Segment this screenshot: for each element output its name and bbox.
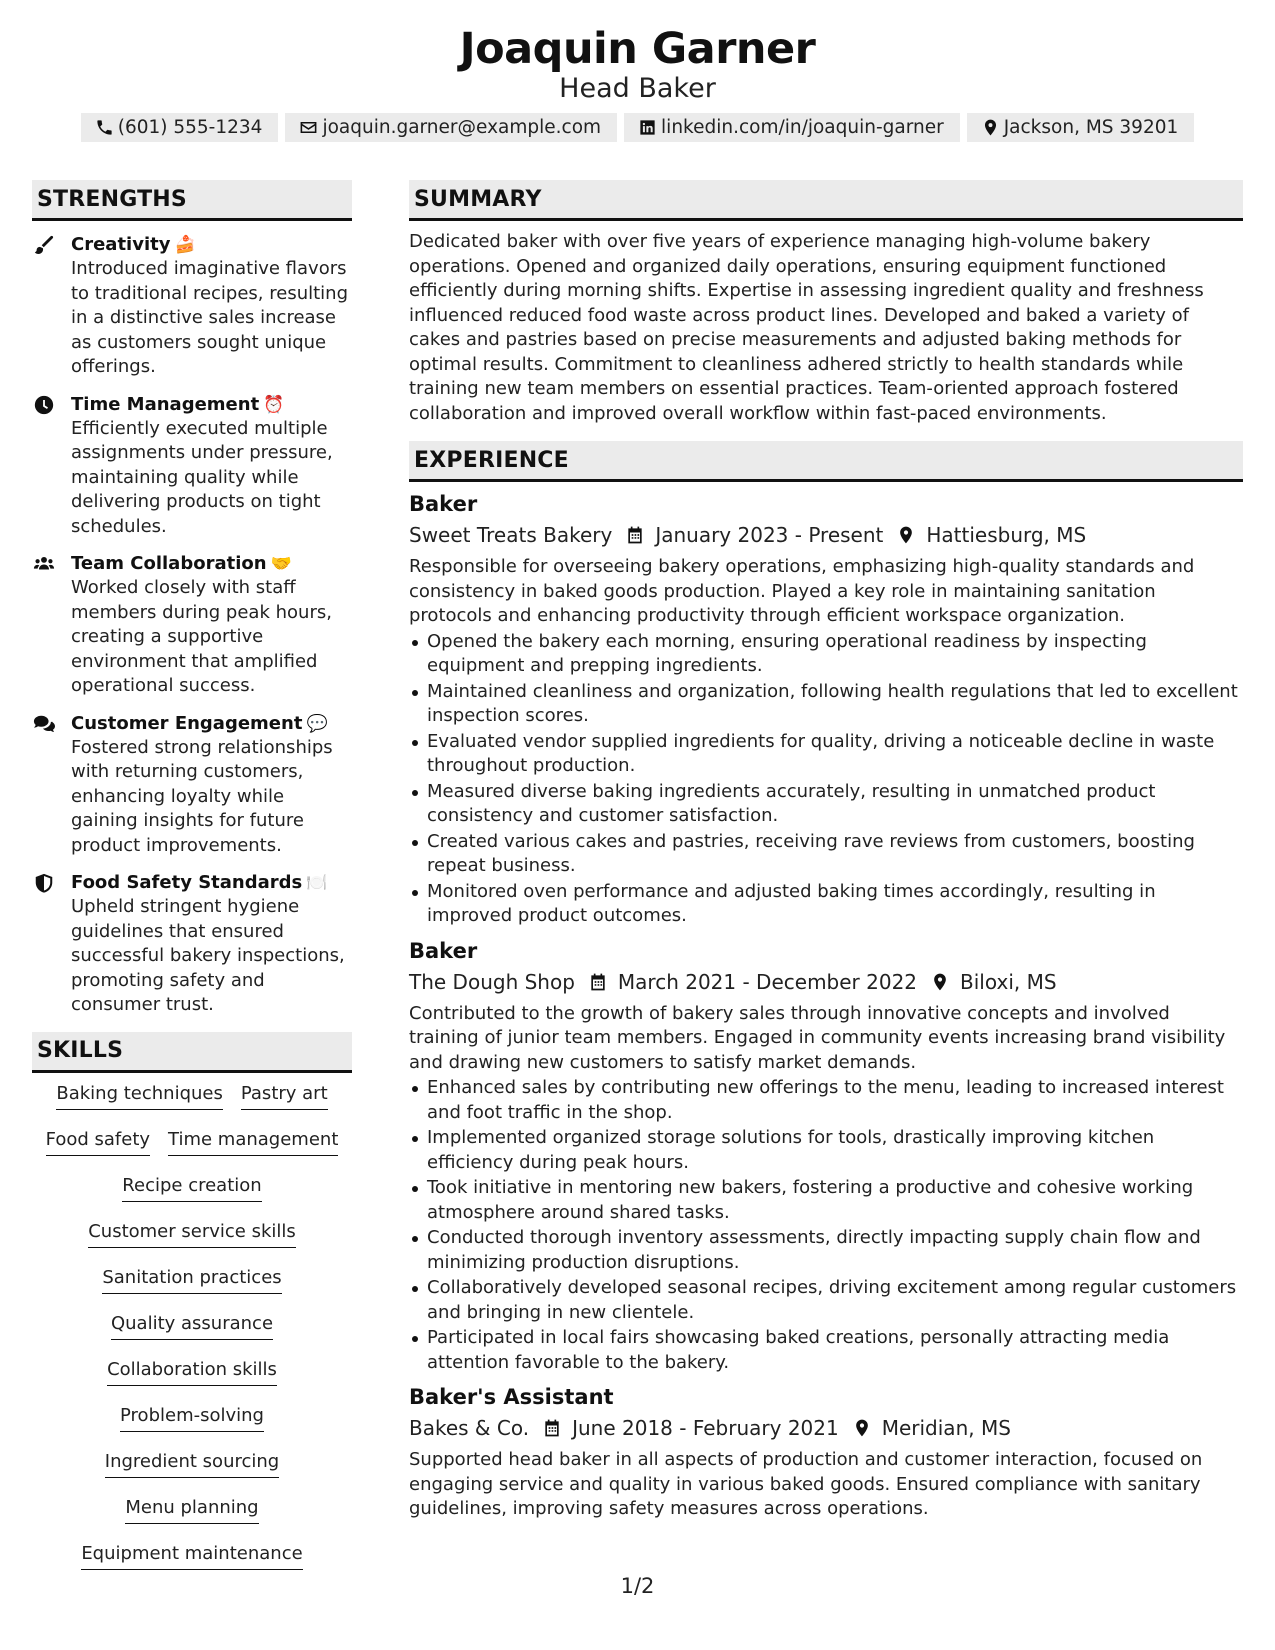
skills-heading: SKILLS [32,1032,352,1073]
job-meta [409,967,1243,997]
job-meta [409,520,1243,550]
paintbrush-icon [33,234,55,256]
contact-phone[interactable] [81,113,279,142]
strengths-list [32,233,352,1018]
job-company: Sweet Treats Bakery [409,523,613,547]
skills-list [32,1082,352,1588]
plate-emoji: 🍽️ [306,873,328,893]
skill-tag: Customer service skills [88,1220,296,1248]
strength-item [32,233,352,380]
contact-location-text: Jackson, MS 39201 [1003,117,1179,138]
bullet-item: Enhanced sales by contributing new offerings to the menu, leading to increased interest and foot traffic in the shop. [409,1076,1243,1125]
skill-tag: Sanitation practices [102,1266,281,1294]
strength-desc: Upheld stringent hygiene guidelines that ensured successful bakery inspections, promoting safety and consumer trust. [71,896,345,1015]
linkedin-icon [638,118,657,137]
calendar-icon [625,525,645,545]
strength-desc: Efficiently executed multiple assignments under pressure, maintaining quality while delivering products on tight schedules. [71,417,333,537]
phone-icon [95,118,114,137]
strength-desc: Introduced imaginative flavors to traditional recipes, resulting in a distinctive sales increase as customers sought unique offerings. [71,258,348,377]
skill-tag: Ingredient sourcing [105,1450,279,1478]
skill-tag: Time management [168,1128,338,1156]
handshake-emoji: 🤝 [270,554,292,574]
contact-email[interactable] [285,113,617,142]
job-meta [409,1413,1243,1443]
job-location: Hattiesburg, MS [926,523,1087,547]
users-icon [33,553,55,575]
contact-bar [0,113,1275,142]
strength-item [32,552,352,699]
skill-tag: Baking techniques [56,1082,223,1110]
right-column [409,180,1243,1522]
strength-title: Creativity [71,234,171,255]
skill-tag: Collaboration skills [107,1358,277,1386]
bullet-item: Implemented organized storage solutions for tools, drastically improving kitchen efficiency during peak hours. [409,1126,1243,1175]
speech-bubble-emoji: 💬 [306,713,328,734]
strengths-heading: STRENGTHS [32,180,352,221]
skill-tag: Food safety [46,1128,150,1156]
job-description: Supported head baker in all aspects of production and customer interaction, focused on engaging service and quality in various baked goods. Ensured compliance with sanitary guidelines, improving safety measures across operations. [409,1449,1203,1519]
resume-header [0,22,1275,105]
strength-title: Team Collaboration [71,553,267,574]
bullet-item: Measured diverse baking ingredients accurately, resulting in unmatched product consistency and customer satisfaction. [409,780,1243,829]
map-pin-icon [930,972,950,992]
job-bullets [409,630,1243,929]
bullet-item: Created various cakes and pastries, receiving rave reviews from customers, boosting repeat business. [409,830,1243,879]
bullet-item: Collaboratively developed seasonal recipes, driving excitement among regular customers and bringing in new clientele. [409,1276,1243,1325]
strength-desc: Worked closely with staff members during peak hours, creating a supportive environment that amplified operational success. [71,577,332,696]
strength-item [32,712,352,859]
experience-heading: EXPERIENCE [409,441,1243,482]
skill-tag: Recipe creation [122,1174,261,1202]
left-column [32,180,352,1588]
job-dates: June 2018 - February 2021 [572,1416,839,1440]
clock-icon [33,394,55,416]
envelope-icon [299,118,318,137]
strength-title: Customer Engagement [71,712,303,734]
map-pin-icon [981,118,1000,137]
comments-icon [33,713,55,735]
bullet-item: Opened the bakery each morning, ensuring operational readiness by inspecting equipment and prepping ingredients. [409,630,1243,679]
job-location: Meridian, MS [881,1416,1011,1440]
job-role: Baker's Assistant [409,1385,614,1409]
skills-section [32,1032,352,1588]
map-pin-icon [852,1418,872,1438]
bullet-item: Maintained cleanliness and organization, following health regulations that led to excellent inspection scores. [409,680,1243,729]
calendar-icon [542,1418,562,1438]
skill-tag: Pastry art [241,1082,328,1110]
skill-tag: Quality assurance [111,1312,273,1340]
bullet-item: Evaluated vendor supplied ingredients for quality, driving a noticeable decline in waste throughout production. [409,730,1243,779]
skill-tag: Equipment maintenance [81,1542,302,1570]
bullet-item: Monitored oven performance and adjusted baking times accordingly, resulting in improved product outcomes. [409,880,1243,929]
skill-tag: Menu planning [125,1496,258,1524]
bullet-item: Took initiative in mentoring new bakers, fostering a productive and cohesive working atmosphere around shared tasks. [409,1176,1243,1225]
candidate-name: Joaquin Garner [459,24,816,74]
job-entry [409,1383,1243,1522]
candidate-title: Head Baker [559,73,716,104]
summary-heading: SUMMARY [409,180,1243,221]
experience-section [409,441,1243,1522]
strength-desc: Fostered strong relationships with returning customers, enhancing loyalty while gaining insights for future product improvements. [71,736,333,856]
job-bullets [409,1076,1243,1375]
calendar-icon [588,972,608,992]
job-dates: January 2023 - Present [655,523,884,547]
contact-email-text: joaquin.garner@example.com [322,117,602,138]
job-company: The Dough Shop [409,969,575,994]
strength-title: Food Safety Standards [71,872,303,893]
job-description: Responsible for overseeing bakery operations, emphasizing high-quality standards and consistency in baked goods production. Played a key role in maintaining sanitation protocols and enhancing productivity through efficient workspace organization. [409,556,1195,626]
skill-tag: Problem-solving [120,1404,264,1432]
contact-linkedin[interactable] [624,113,960,142]
bullet-item: Participated in local fairs showcasing baked creations, personally attracting media attention favorable to the bakery. [409,1326,1243,1375]
alarm-clock-emoji: ⏰ [263,394,285,415]
contact-linkedin-text: linkedin.com/in/joaquin-garner [661,117,944,138]
job-dates: March 2021 - December 2022 [617,969,918,994]
bullet-item: Conducted thorough inventory assessments, directly impacting supply chain flow and minimizing production disruptions. [409,1226,1243,1275]
job-entry [409,937,1243,1376]
contact-phone-text: (601) 555-1234 [117,117,263,138]
job-role: Baker [409,492,478,516]
cake-emoji: 🍰 [174,235,196,255]
strength-title: Time Management [71,393,260,415]
strength-item [32,871,352,1018]
page-number: 1/2 [620,1574,655,1598]
strength-item [32,393,352,540]
job-description: Contributed to the growth of bakery sales through innovative concepts and involved training of junior team members. Engaged in community events increasing brand visibility and drawing new customers to satisfy market demands. [409,1002,1226,1073]
job-role: Baker [409,938,478,963]
job-company: Bakes & Co. [409,1416,530,1440]
shield-icon [33,872,55,894]
map-pin-icon [896,525,916,545]
job-location: Biloxi, MS [960,969,1057,994]
contact-location [967,113,1195,142]
job-entry [409,490,1243,929]
summary-text: Dedicated baker with over five years of experience managing high-volume bakery operations. Opened and organized daily operations, ensuring equipment functioned efficiently during morning shifts. Expertise in assessing ingredient quality and freshness influenced reduced food waste across product lines. Developed and baked a variety of cakes and pastries based on precise measurements and adjusted baking methods for optimal results. Commitment to cleanliness adhered strictly to health standards while training new team members on essential practices. Team-oriented approach fostered collaboration and improved overall workflow within fast-paced environments. [409,231,1204,424]
